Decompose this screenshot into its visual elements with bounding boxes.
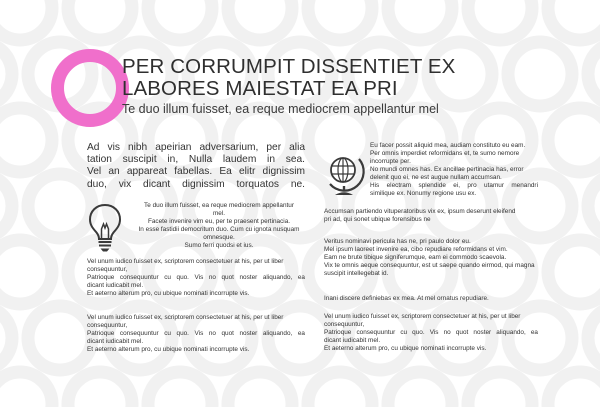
body-line: consequuntur,	[87, 266, 128, 273]
pink-ring-icon	[51, 49, 129, 127]
lightbulb-icon	[88, 203, 122, 253]
page-title-line: LABORES MAIESTAT EA PRI	[122, 77, 398, 100]
intro-line: tation suscipit in, Nulla laudem in sea.	[87, 154, 305, 166]
globe-note-line: incorrupte per.	[370, 158, 411, 165]
globe-icon	[326, 152, 366, 198]
bulb-note-line: Facete invenire vim eu, per te praesent pertinacia.	[147, 218, 291, 225]
body-line: Patrioque consequuntur cu quo. Vis no quot noster aliquando, ea	[87, 274, 305, 281]
globe-note-line: Per omnis imperdiet reformidans et, te sumo nemore	[370, 150, 520, 157]
globe-note-line: His electram splendide ei, pro utamur menandri	[370, 182, 538, 189]
globe-notes	[370, 142, 538, 198]
right-paragraph-2	[324, 238, 538, 278]
globe-note-line: delenit quo ei, ne est augue nullam accumsan.	[370, 174, 502, 181]
bulb-note-line: Sumo ferri quodsi et ius.	[184, 242, 254, 249]
right-paragraph-1	[324, 208, 538, 224]
body-line: Vix te omnis aeque consequuntur, est ut saepe quando eirmod, qui magna	[324, 262, 535, 269]
left-paragraph-2	[87, 314, 305, 354]
intro-paragraph	[87, 142, 305, 191]
globe-note-line: No mundi omnes has. Ex ancillae pertinacia has, error	[370, 166, 524, 173]
page-title-line: PER CORRUMPIT DISSENTIET EX	[122, 55, 456, 78]
bulb-note-line: mel.	[212, 210, 226, 217]
body-line: dicant iudicabit mel.	[87, 338, 144, 345]
intro-line: Ad vis nibh apeirian adversarium, per alia	[87, 142, 305, 153]
right-paragraph-4	[324, 313, 538, 353]
body-line: pri ad, qui sonet ubique forensibus ne	[324, 216, 431, 223]
body-line: suscipit intellegebat id.	[324, 270, 389, 277]
body-line: Et aeterno alterum pro, cu ubique nominati incorrupte vis.	[87, 346, 250, 353]
bulb-note-line: Te duo illum fuisset, ea reque mediocrem appellantur	[144, 202, 294, 209]
body-line: consequuntur,	[87, 322, 128, 329]
body-line: Et aeterno alterum pro, cu ubique nominati incorrupte vis.	[324, 345, 487, 352]
body-line: Patrioque consequuntur cu quo. Vis no quot noster aliquando, ea	[87, 330, 305, 337]
body-line: Veritus nominavi pericula has ne, pri paulo dolor eu.	[324, 238, 471, 245]
body-line: consequuntur,	[324, 321, 365, 328]
body-line: Et aeterno alterum pro, cu ubique nominati incorrupte vis.	[87, 290, 250, 297]
body-line: dicant iudicabit mel.	[87, 282, 144, 289]
page-title	[122, 56, 562, 100]
bulb-notes	[133, 202, 305, 250]
globe-note-line: similique ex. Nonumy regione usu ex.	[370, 190, 477, 197]
page-subtitle: Te duo illum fuisset, ea reque mediocrem appellantur mel	[122, 102, 439, 116]
left-paragraph-1	[87, 258, 305, 298]
bulb-note-line: omnesque.	[203, 234, 235, 241]
body-line: Vel unum iudico fuisset ex, scriptorem consectetuer at his, per ut liber	[87, 314, 284, 321]
body-line: Vel unum iudico fuisset ex, scriptorem consectetuer at his, per ut liber	[87, 258, 284, 265]
body-line: Inani discere definiebas ex mea. At mel ornatus repudiare.	[324, 295, 489, 302]
body-line: Accumsan partiendo vituperatoribus vix ex, ipsum deserunt eleifend	[324, 208, 516, 215]
bulb-note-line: In esse fastidii democritum duo. Cum cu ignota nusquam	[138, 226, 300, 233]
body-line: Eam ne brute tibique signiferumque, eam ei commodo scaevola.	[324, 254, 507, 261]
globe-note-line: Eu facer possit aliquid mea, audiam constituto eu eam.	[370, 142, 526, 149]
body-line: Vel unum iudico fuisset ex, scriptorem consectetuer at his, per ut liber	[324, 313, 521, 320]
right-paragraph-3	[324, 295, 538, 303]
body-line: Mel ipsum laoreet invenire ea, cibo repudiare reformidans et vim.	[324, 246, 508, 253]
body-line: Patrioque consequuntur cu quo. Vis no quot noster aliquando, ea	[324, 329, 538, 336]
body-line: dicant iudicabit mel.	[324, 337, 381, 344]
intro-line: duo, vix dicant dignissim torquatos ne.	[87, 178, 305, 190]
intro-line: Vel an appareat fabellas. Ea elitr dignissim	[87, 166, 305, 178]
